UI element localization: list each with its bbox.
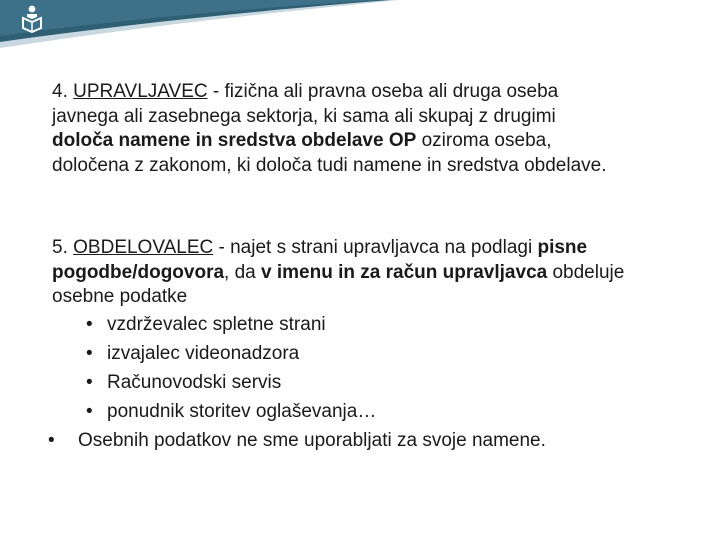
section-number: 4.	[52, 81, 68, 102]
list-item: • Računovodski servis	[74, 368, 712, 397]
list-item: • ponudnik storitev oglaševanja…	[74, 397, 712, 426]
obdelovalec-line-1	[52, 236, 712, 261]
definition-text: - najet s strani upravljavca na podlagi	[213, 237, 538, 258]
term-upravljavec: UPRAVLJAVEC	[73, 81, 208, 102]
emphasis-text: pogodbe/dogovora	[52, 261, 225, 283]
person-book-icon	[15, 3, 49, 33]
term-obdelovalec: OBDELOVALEC	[73, 237, 214, 258]
processor-examples-list	[52, 310, 712, 426]
footer-note: • Osebnih podatkov ne sme uporabljati za svoje namene.	[0, 426, 718, 455]
emphasis-text: pisne	[537, 237, 588, 258]
definition-text: , da	[224, 261, 262, 283]
content	[52, 80, 712, 455]
upravljavec-line-3	[52, 129, 712, 154]
definition-text: oziroma oseba,	[416, 130, 552, 151]
obdelovalec-line-2	[52, 261, 712, 286]
upravljavec-line-4: določena z zakonom, ki določa tudi namene in sredstva obdelave.	[52, 154, 607, 176]
emphasis-text: v imenu in za račun upravljavca	[261, 261, 548, 283]
header-band	[0, 0, 720, 50]
section-obdelovalec	[52, 236, 712, 455]
list-item: • izvajalec videonadzora	[74, 339, 712, 368]
section-number: 5.	[52, 237, 68, 258]
upravljavec-line-2: javnega ali zasebnega sektorja, ki sama ali skupaj z drugimi	[52, 105, 556, 127]
section-upravljavec	[52, 80, 712, 178]
upravljavec-line-1	[52, 80, 712, 105]
list-item: • vzdrževalec spletne strani	[74, 310, 712, 339]
emphasis-text: določa namene in sredstva obdelave OP	[52, 130, 417, 151]
obdelovalec-line-3: osebne podatke	[52, 286, 188, 307]
definition-text: obdeluje	[547, 261, 625, 283]
definition-text: - fizična ali pravna oseba ali druga oseba	[207, 81, 559, 102]
